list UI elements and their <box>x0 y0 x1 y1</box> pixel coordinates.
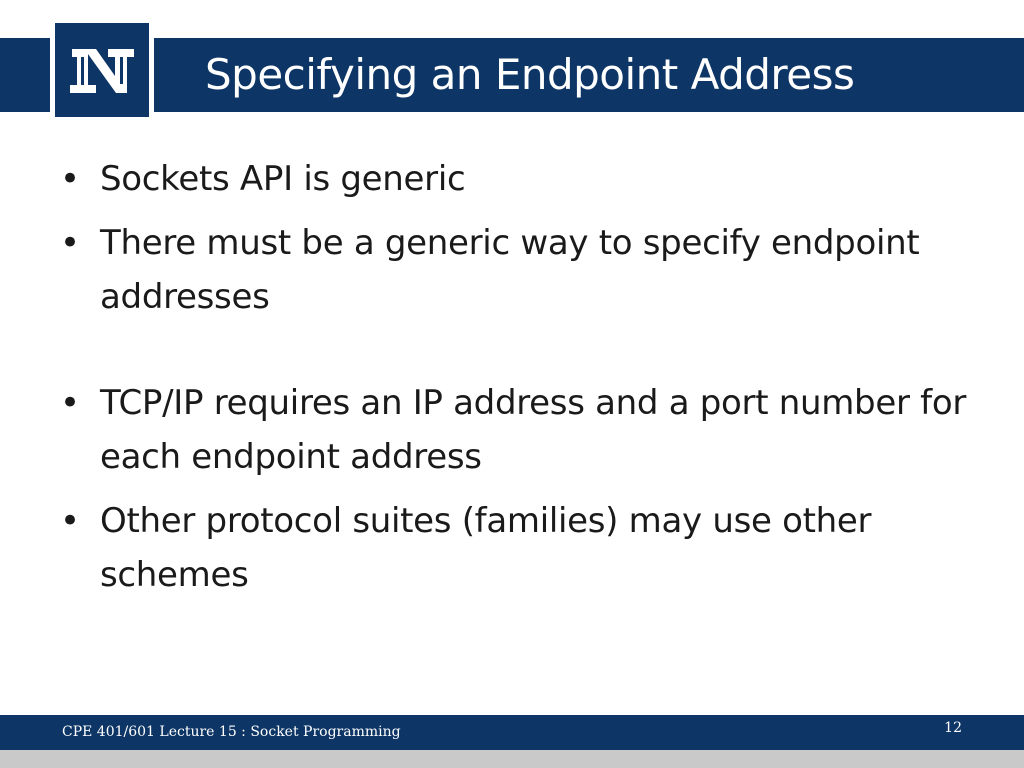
bullet-text: There must be a generic way to specify endpoint addresses <box>100 223 920 317</box>
bullet-text: Other protocol suites (families) may use other schemes <box>100 501 872 595</box>
bullet-list <box>58 152 978 612</box>
bullet-text: Sockets API is generic <box>100 159 466 199</box>
bullet-text: TCP/IP requires an IP address and a port number for each endpoint address <box>100 383 966 477</box>
bullet-dot-icon: • <box>60 223 80 263</box>
bullet-item <box>58 152 978 206</box>
bullet-item <box>58 216 978 324</box>
page-number: 12 <box>944 720 962 736</box>
bullet-dot-icon: • <box>60 159 80 199</box>
bullet-dot-icon: • <box>60 501 80 541</box>
n-letter-icon <box>50 18 154 122</box>
bullet-item <box>58 376 978 484</box>
footer-course-label: CPE 401/601 Lecture 15 : Socket Programming <box>62 724 401 740</box>
university-n-logo-icon <box>50 18 154 122</box>
slide-title: Specifying an Endpoint Address <box>205 50 855 99</box>
bullet-item <box>58 494 978 602</box>
bullet-dot-icon: • <box>60 383 80 423</box>
footer-strip <box>0 750 1024 768</box>
